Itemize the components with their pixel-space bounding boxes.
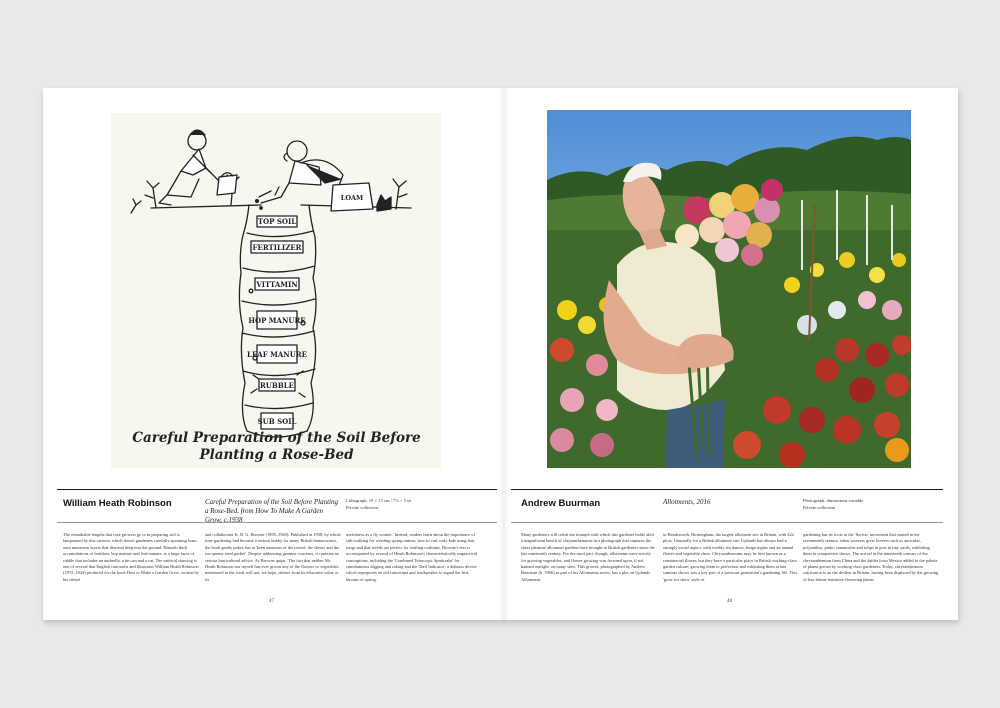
right-body-column-1: Many gardeners will relish the triumph with which this gardener holds aloft a magnificent bunch of chrysanthemums in a photograph that captures the sheer pleasure allotment gardens have brought to British gardeners since the late nineteenth century. For the most part, though, allotments were strictly for growing vegetables, and flower growing was frowned upon, if not banned outright, on many sites. This grower, photographed by Andrew Buurman (b. 1966) as part of his Allotments series, has a plot on Uplands Allotments	[521, 532, 655, 582]
label-fertilizer: FERTILIZER	[252, 243, 302, 252]
book-gutter	[499, 88, 509, 620]
left-body-column-3: usefulness as a fly swatter.' Instead, readers learn about the importance of stilt-walking for weeding spring onions, how to curl curly kale using hair tongs and that weeds are perfect for stuffing cushions. Browne's text is accompanied by several of Heath Robinson's characteristically impractical contraptions, including the 'Combined Telescopic Spudcrake' for simultaneous digging and raking and the 'Daff Indicator', a dubious device which repurposes an old concertina and loudspeaker to signal the first blooms of spring.	[346, 532, 477, 582]
left-body-column-2: and collaborator K. R. G. Browne (1895–1940). Published in 1938, by which time gardening had become a serious hobby for many British homeowners, the book gently pokes fun at 'keen amateurs of the trowel, the shears and the two-penny seed packet'. Despite addressing genuine concerns, it contains no serious horticultural advice. As Browne quips: 'The fact that neither Mr Heath Robinson nor myself has ever grown any of the flowers or vegetables mentioned in the work will not, we hope, detract from its educative value or its	[205, 532, 341, 582]
right-page-number: 48	[727, 599, 732, 604]
label-vittamin: VITTAMIN	[256, 280, 298, 289]
left-technique-text: Lithograph, 19 × 13 cm / 7½ × 5 in	[346, 498, 411, 503]
left-body-column-1: The remarkable lengths that rose growers go to in preparing soil is lampooned by this cartoon, which shows gardeners carefully spooning loam onto numerous layers that descend deep into the ground. Beneath thick accumulations of fertilizer, hop manure and leaf manure, is a large layer of rubble that includes an umbrella, a tin can and a cat. The satirical drawing is one of several that English cartoonist and illustrator William Heath Robinson (1872–1944) produced for the book How to Make a Garden Grow, written by his friend	[63, 532, 199, 582]
illustration-caption: Careful Preparation of the Soil Before Planting a Rose-Bed	[132, 430, 421, 463]
book-spread	[43, 88, 958, 620]
cartoon-drawing	[111, 113, 441, 468]
label-top-soil: TOP SOIL	[257, 217, 297, 226]
right-artist-name: Andrew Buurman	[521, 498, 601, 509]
right-body-column-2: in Handsworth, Birmingham, the largest allotment site in Britain, with 422 plots. Unusually for a British allotment site, Uplands has always had a strongly social aspect, with weekly tea dances, bingo nights and an annual flower and vegetable show. Chrysanthemums may be best known as a commercial flower, but they have a particular place in British working-class garden culture; growing them to perfection and exhibiting them at late summer shows was a key part of a previous generation's gardening life. This 'grow for show' style of	[663, 532, 798, 582]
allotment-photograph	[547, 110, 911, 468]
right-technique	[803, 498, 933, 511]
label-hop-manure: HOP MANURE	[248, 316, 306, 325]
left-technique	[346, 498, 466, 511]
label-leaf-manure: LEAF MANURE	[247, 350, 307, 359]
photo-drawing	[547, 110, 911, 468]
label-loam: LOAM	[340, 194, 364, 202]
label-rubble: RUBBLE	[259, 381, 295, 390]
left-caption-rule	[57, 489, 497, 490]
left-page-number: 47	[269, 599, 274, 604]
right-body-rule	[511, 522, 943, 523]
right-work-title: Allotments, 2016	[663, 498, 711, 506]
cartoon-illustration	[111, 113, 441, 468]
left-artist-name: William Heath Robinson	[63, 498, 172, 509]
left-work-title: Careful Preparation of the Soil Before Planting a Rose-Bed, from How To Make A Garden Grow, c.1938	[205, 498, 338, 524]
right-technique-text: Photograph, dimensions variable	[803, 498, 864, 503]
right-body-column-3: gardening has its roots in the 'florists' movement that started in the seventeenth century, when weavers grew flowers such as auriculas, polyanthus, pinks, ranunculus and tulips in pots in tiny yards, exhibiting them in competitive shows. The arrival in the nineteenth century of the chrysanthemum from China and the dahlia from Mexico added to the palette of plants grown by working-class gardeners. Today, chrysanthemum cultivation is on the decline in Britain, having been displaced by the growing of less labour-intensive flowering plants.	[803, 532, 939, 582]
right-caption-rule	[511, 489, 943, 490]
left-collection-text: Private collection	[346, 504, 379, 510]
label-sub-soil: SUB SOIL	[257, 417, 297, 426]
right-collection-text: Private collection	[803, 504, 836, 510]
